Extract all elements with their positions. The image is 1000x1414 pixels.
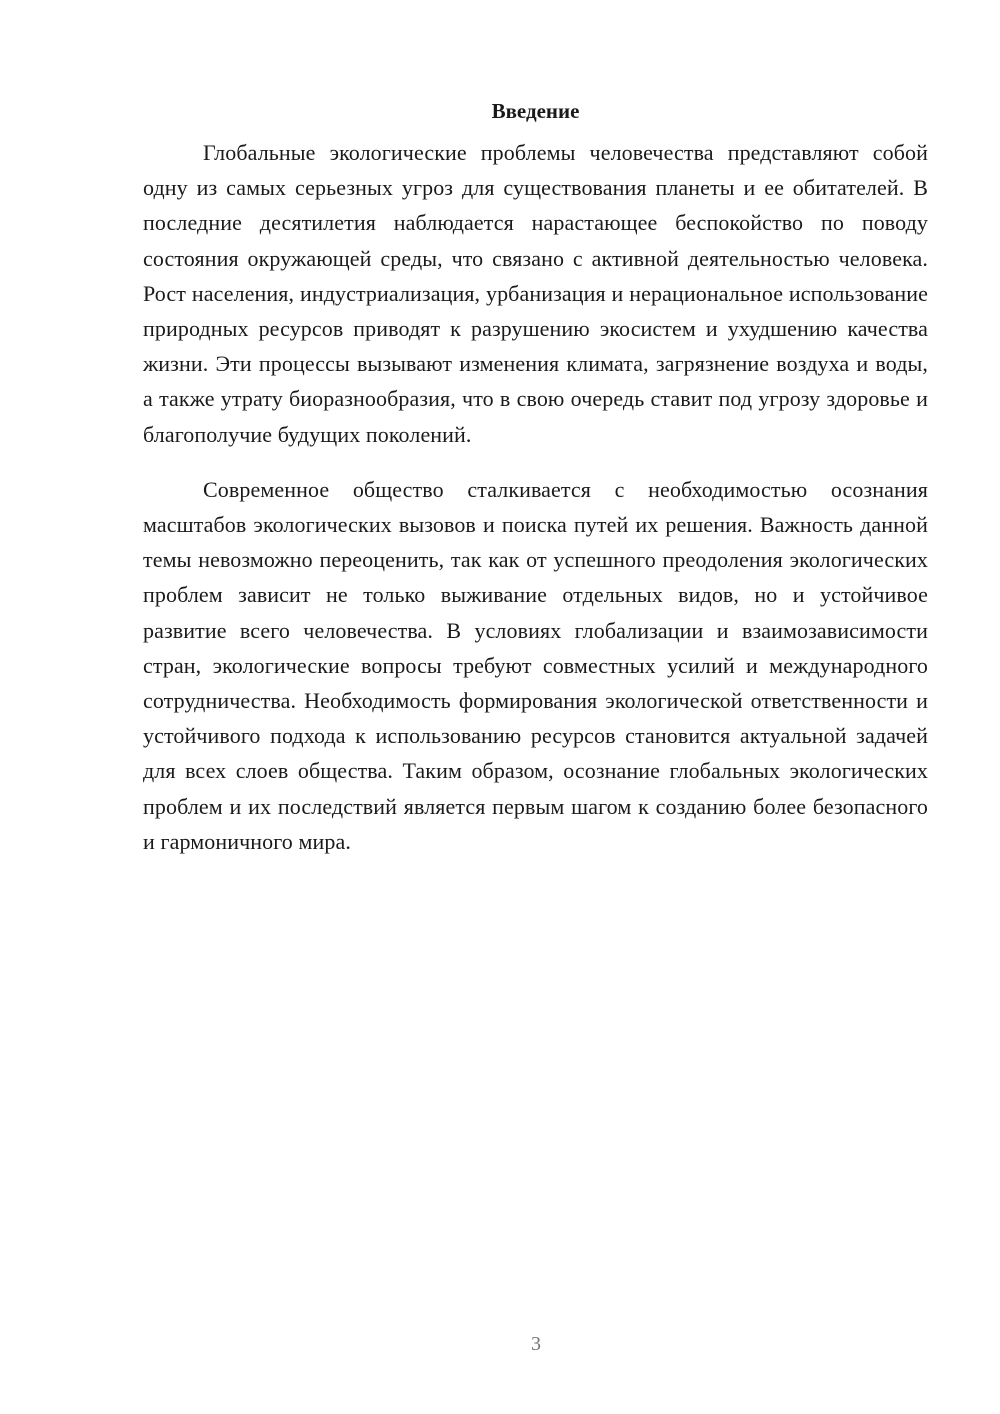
page-number: 3 xyxy=(531,1333,541,1355)
paragraph-2: Современное общество сталкивается с необходимостью осознания масштабов экологических вызовов и поиска путей их решения. Важность данной темы невозможно переоценить, так как от успешного преодоления экологических проблем зависит не только выживание отдельных видов, но и устойчивое развитие всего человечества. В условиях глобализации и взаимозависимости стран, экологические вопросы требуют совместных усилий и международного сотрудничества. Необходимость формирования экологической ответственности и устойчивого подхода к использованию ресурсов становится актуальной задачей для всех слоев общества. Таким образом, осознание глобальных экологических проблем и их последствий является первым шагом к созданию более безопасного и гармоничного мира. xyxy=(143,476,928,854)
page-content xyxy=(143,96,928,859)
paragraph-1: Глобальные экологические проблемы человечества представляют собой одну из самых серьезных угроз для существования планеты и ее обитателей. В последние десятилетия наблюдается нарастающее беспокойство по поводу состояния окружающей среды, что связано с активной деятельностью человека. Рост населения, индустриализация, урбанизация и нерациональное использование природных ресурсов приводят к разрушению экосистем и ухудшению качества жизни. Эти процессы вызывают изменения климата, загрязнение воздуха и воды, а также утрату биоразнообразия, что в свою очередь ставит под угрозу здоровье и благополучие будущих поколений. xyxy=(143,140,928,447)
section-heading: Введение xyxy=(491,99,580,123)
